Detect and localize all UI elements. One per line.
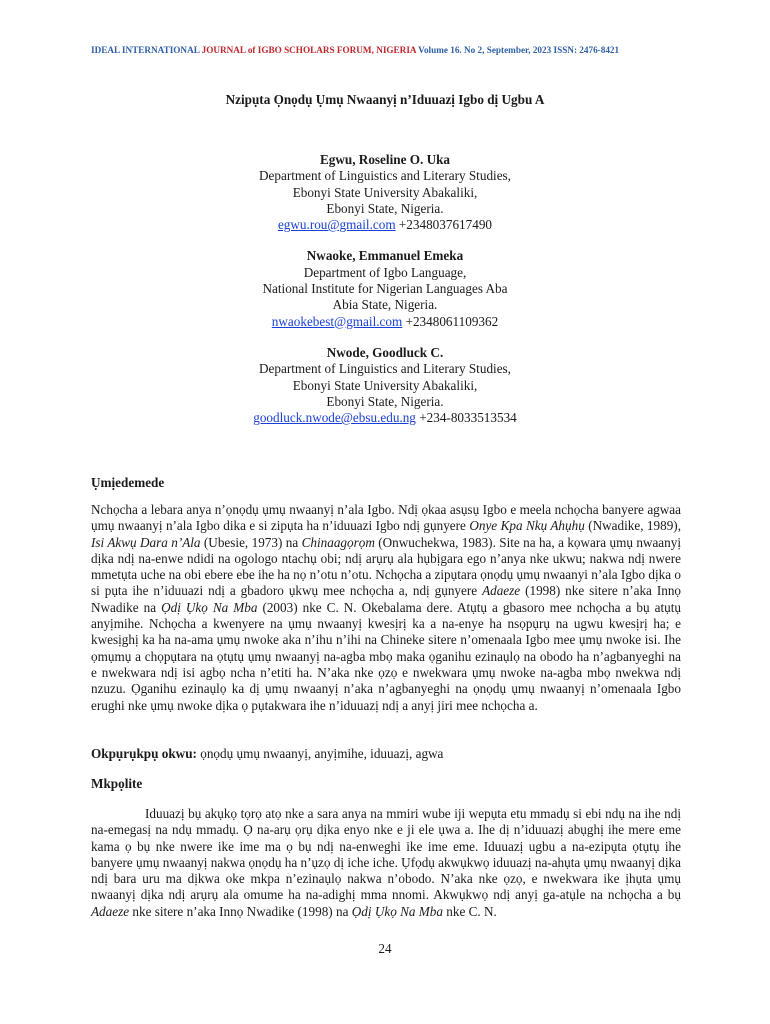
- book-title: Ọdị Ụkọ Na Mba: [161, 599, 258, 615]
- journal-name-part-1: IDEAL INTERNATIONAL: [91, 45, 200, 55]
- author-list: [0, 152, 770, 441]
- author-contact: [0, 410, 770, 426]
- author-name: Nwode, Goodluck C.: [326, 344, 444, 360]
- author-affiliation-line: Department of Linguistics and Literary Studies,: [259, 361, 511, 377]
- book-title: Adaeze: [482, 583, 521, 599]
- author-affiliation-line: Ebonyi State University Abakaliki,: [292, 377, 478, 393]
- author-phone: +2348037617490: [395, 217, 493, 233]
- author-phone: +2348061109362: [402, 313, 499, 329]
- book-title: Isi Akwụ Dara n’Ala: [91, 534, 201, 550]
- introduction-heading: Mkpọlite: [91, 776, 143, 791]
- abstract-text: (2003) nke C. N. Okebalama dere. Atụtụ a gbasoro mee nchọcha a bụ atụtụ anyịmihe. Nchọcha a kwenyere na ụmụ nwaanyị kwesịrị ka a na-enye ha nsọpụrụ na ugwu kwesịrị ha; e kwesịghị ka ha na-ama ụmụ nwoke aka n’ihu n’ihi na Chineke sitere n’omenaala Igbo mee ụmụ nwoke isi. Ihe ọmụmụ a chọpụtara na ọtụtụ ụmụ nwaanyị na-agba mbọ maka ọganihu ezinaụlọ na obodo ha n’agbanyeghi na e nwekwara ndị isi agbọ ncha n’etiti ha. N’aka nke ọzọ e nwekwara ụmụ nwoke na-agba mbọ nwekwa ndị nzuzu. Ọganihu ezinaụlọ ka dị ụmụ nwaanyị n’aka n’agbanyeghi na ọnọdụ ụmụ nwaanyị n’omenaala Igbo erughi nke ụmụ nwoke dịka ọ pụtakwara ihe n’iduuazị ndị a anyị jiri mee nchọcha a.: [91, 599, 681, 713]
- introduction-text: nke C. N.: [442, 903, 497, 919]
- abstract-text: (Nwadike, 1989),: [584, 518, 681, 534]
- author-contact: [0, 217, 770, 233]
- keywords-text: ọnọdụ ụmụ nwaanyị, anyịmihe, iduuazị, agwa: [196, 746, 444, 761]
- author-affiliation-line: Department of Igbo Language,: [303, 264, 467, 280]
- author-affiliation-line: National Institute for Nigerian Languages Aba: [262, 281, 508, 297]
- introduction-text: Iduuazị bụ akụkọ tọrọ atọ nke a sara anya na mmiri wube iji wepụta etu mmadụ si ebi ndụ na ihe ndị na-emegasị na ndụ mmadụ. Ọ na-arụ ọrụ dịka enyo nke e ji ele ụwa a. Ihe dị n’iduuazị abụghị ihe mere eme kama ọ bụ nke nwere ike ime ma ọ bụ ndị na-enweghi ike ime eme. Iduuazị ugbu a na-ezipụta ọtụtụ ihe banyere ụmụ nwaanyị nakwa ọnọdụ ha n’ụzọ dị iche iche. Ụfọdụ akwụkwọ iduuazị na-ahụta ụmụ nwaanyị dịka ndị bara uru ma dịkwa oke mkpa n’ezinaụlọ nakwa n’obodo. N’aka nke ọzọ, e nwekwara ike ịhụta ụmụ nwaanyị dịka ndị arụrụ ala omume ha na-adighị mma nnomi. Akwụkwọ ndị anyị ga-atụle na nchọcha a bụ: [91, 806, 681, 903]
- book-title: Onye Kpa Nkụ Ahụhụ: [469, 518, 585, 534]
- abstract-heading: Ụmịedemede: [91, 475, 165, 490]
- author-name: Nwaoke, Emmanuel Emeka: [306, 248, 464, 264]
- author-email-link[interactable]: nwaokebest@gmail.com: [271, 313, 403, 329]
- abstract-text: Nchọcha a lebara anya n’ọnọdụ ụmụ nwaanyị n’ala Igbo. Ndị ọkaa asụsụ Igbo e meela nchọcha banyere agwaa ụmụ nwaanyị n’ala Igbo dika e si zipụta ha n’iduuazi Igbo ndị gụnyere: [91, 502, 681, 534]
- abstract-text: (1998) nke sitere n’aka Innọ Nwadike na: [91, 583, 682, 615]
- running-header: [91, 44, 681, 56]
- book-title: Adaeze: [91, 903, 130, 919]
- book-title: Chinaagọrọm: [301, 534, 375, 550]
- author-phone: +234-8033513534: [415, 410, 517, 426]
- author-affiliation-line: Ebonyi State University Abakaliki,: [292, 184, 478, 200]
- author-affiliation-line: Department of Linguistics and Literary Studies,: [259, 168, 511, 184]
- keywords-label: Okpụrụkpụ okwu:: [91, 746, 197, 761]
- author-affiliation-line: Abia State, Nigeria.: [332, 297, 438, 313]
- introduction-text: nke sitere n’aka Innọ Nwadike (1998) na: [129, 903, 352, 919]
- author-name: Egwu, Roseline O. Uka: [319, 152, 451, 167]
- introduction-paragraph: [91, 806, 681, 920]
- abstract-text: (Onwuchekwa, 1983). Site na ha, a kọwara ụmụ nwaanyị dịka ndị na-enwe ndidi na ogologo ntachụ obi; ndị arụrụ ala hụbịgara ego n’anya nke ukwu; nakwa ndị nwere mmetụta uche na obi ebere ebe ihe ha nọ n’otu n’otu. Nchọcha a zipụtara ọnọdụ ụmụ nwaanyi n’ala Igbo dịka o si pụta ihe n’iduuazi ndị a gbadoro ụkwụ mee nchọcha a, ndị gụnyere: [91, 534, 682, 599]
- author-block: [0, 152, 770, 233]
- author-email-link[interactable]: goodluck.nwode@ebsu.edu.ng: [253, 410, 416, 426]
- keywords-line: [91, 746, 681, 762]
- abstract-paragraph: [91, 502, 681, 714]
- journal-volume-issn: Volume 16. No 2, September, 2023 ISSN: 2476-8421: [418, 45, 620, 55]
- author-affiliation-line: Ebonyi State, Nigeria.: [326, 393, 444, 409]
- page-number: 24: [378, 941, 392, 956]
- abstract-text: (Ubesie, 1973) na: [200, 534, 302, 550]
- author-block: [0, 345, 770, 426]
- author-block: [0, 248, 770, 329]
- author-email-link[interactable]: egwu.rou@gmail.com: [277, 217, 396, 233]
- author-affiliation-line: Ebonyi State, Nigeria.: [326, 200, 444, 216]
- book-title: Ọdị Ụkọ Na Mba: [351, 903, 443, 919]
- journal-name-part-2: JOURNAL of IGBO SCHOLARS FORUM, NIGERIA: [201, 45, 417, 55]
- author-contact: [0, 314, 770, 330]
- paper-title: Nzipụta Ọnọdụ Ụmụ Nwaanyị n’Iduuazị Igbo dị Ugbu A: [225, 92, 545, 107]
